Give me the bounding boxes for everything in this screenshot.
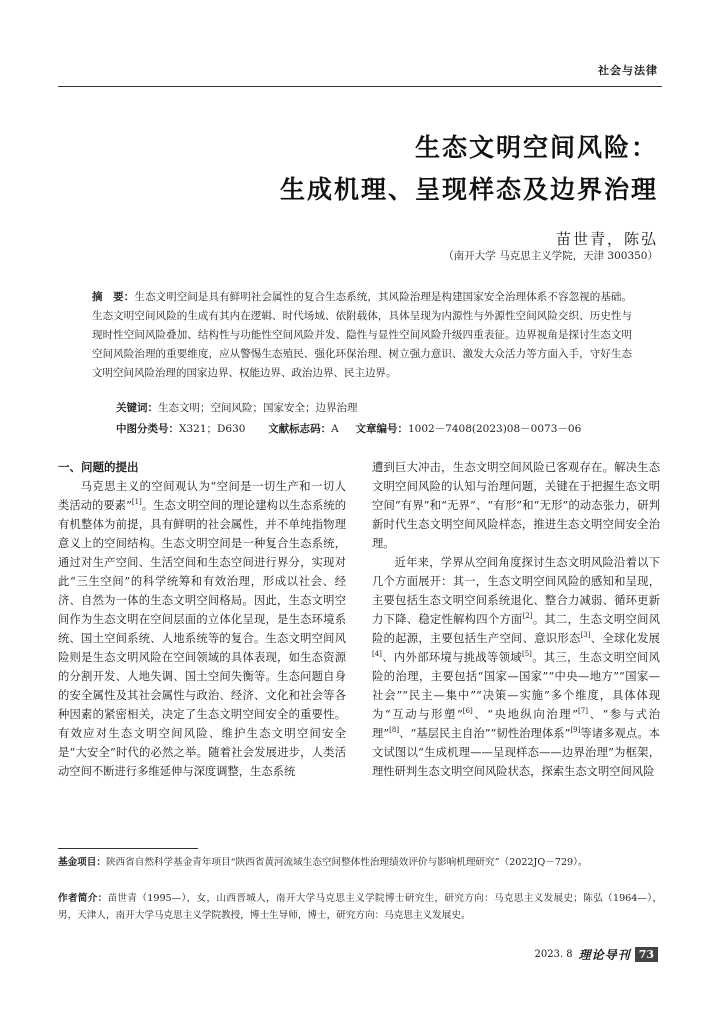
citation: [4] [372,650,382,659]
title-line-2: 生成机理、呈现样态及边界治理 [279,175,658,204]
abstract-label: 摘 要： [92,291,135,303]
journal-name: 理论导刊 [578,947,631,962]
header-rule [58,86,662,87]
funding-note [58,854,662,871]
citation: [8] [389,726,400,735]
citation: [1] [131,498,142,507]
title-line-1: 生态文明空间风险： [414,133,658,162]
keywords-text: 生态文明；空间风险；国家安全；边界治理 [158,402,358,414]
doc-code-value: A [331,423,339,435]
citation: [7] [578,707,588,716]
body-column-right [372,458,660,781]
article-no-label: 文章编号： [355,423,408,435]
citation: [2] [522,612,533,621]
paragraph: 马克思主义的空间观认为“空间是一切生产和一切人类活动的要素”[1]。生态文明空间的理论建构以生态系统的有机整体为前提，具有鲜明的社会属性，并不单纯指物理意义上的空间结构。生态文明空间是一种复合生态系统，通过对生产空间、生活空间和生态空间进行界分，实现对此“三生空间”的科学统筹和有效治理，形成以社会、经济、自然为一体的生态文明空间格局。因此，生态文明空间作为生态文明在空间层面的立体化呈现，是生态环境系统、国土空间系统、人地系统等的复合。生态文明空间风险则是生态文明风险在空间领域的具体表现，如生态资源的分割开发、人地失调、国土空间失衡等。生态问题自身的安全属性及其社会属性与政治、经济、文化和社会等各种因素的紧密相关，决定了生态文明空间安全的重要性。有效应对生态文明空间风险、维护生态文明空间安全是“大安全”时代的必然之举。随着社会发展进步，人类活动空间不断进行多维延伸与深度调整，生态系统 [58,480,346,778]
citation: [6] [462,707,473,716]
clc-value: X321；D630 [179,423,246,435]
section-heading: 一、问题的提出 [58,460,139,474]
citation: [3] [580,631,591,640]
classification-line [116,421,581,436]
article-no-value: 1002－7408(2023)08－0073－06 [407,423,582,435]
page-number: 73 [635,947,658,962]
funding-label: 基金项目： [58,857,106,868]
bio-label: 作者简介： [58,893,108,904]
abstract [92,288,632,383]
abstract-text: 生态文明空间是具有鲜明社会属性的复合生态系统，其风险治理是构建国家安全治理体系不容忽视的基础。生态文明空间风险的生成有其内在逻辑、时代场域、依附载体，具体呈现为内源性与外源性空间风险交织、历史性与现时性空间风险叠加、结构性与功能性空间风险并发、隐性与显性空间风险升级四重表征。边界视角是探讨生态文明空间风险治理的重要维度，应从警惕生态殖民、强化环保治理、树立强力意识、激发大众活力等方面入手，守好生态文明空间风险治理的国家边界、权能边界、政治边界、民主边界。 [92,291,633,379]
paragraph: 遭到巨大冲击，生态文明空间风险已客观存在。解决生态文明空间风险的认知与治理问题，关键在于把握生态文明空间“有界”和“无界”、“有形”和“无形”的动态张力，研判新时代生态文明空间风险样态，推进生态文明空间安全治理。 [372,461,660,550]
body-column-left [58,458,346,781]
bio-text: 苗世青（1995—），女，山西晋城人，南开大学马克思主义学院博士研究生，研究方向：马克思主义发展史；陈弘（1964—），男，天津人，南开大学马克思主义学院教授，博士生导师，博士，研究方向：马克思主义发展史。 [58,893,663,921]
affiliation: （南开大学 马克思主义学院，天津 300350） [443,250,658,262]
section-tag: 社会与法律 [598,64,658,77]
page-footer [535,946,659,962]
authors: 苗世青，陈弘 [555,230,658,248]
author-bio-note [58,890,662,924]
citation: [9] [570,726,581,735]
doc-code-label: 文献标志码： [268,423,332,435]
keywords [116,400,358,415]
footnote-rule [58,848,198,849]
keywords-label: 关键词： [116,402,158,414]
clc-label: 中图分类号： [116,423,179,435]
citation: [5] [521,650,532,659]
funding-text: 陕西省自然科学基金青年项目“陕西省黄河流域生态空间整体性治理绩效评价与影响机理研究”（2022JQ－729）。 [105,857,588,868]
issue-number: 2023. 8 [534,948,573,960]
paragraph: 近年来，学界从空间角度探讨生态文明风险沿着以下几个方面展开：其一，生态文明空间风险的感知和呈现，主要包括生态文明空间系统退化、整合力减弱、循环更新力下降、稳定性解构四个方面[2]。其二，生态文明空间风险的起源，主要包括生产空间、意识形态[3]、全球化发展[4]、内外部环境与挑战等领域[5]。其三，生态文明空间风险的治理，主要包括“国家—国家”“中央—地方”“国家—社会”“民主—集中”“决策—实施”多个维度，具体体现为“互动与形塑”[6]、“央地纵向治理”[7]、“参与式治理”[8]、“基层民主自治”“韧性治理体系”[9]等诸多观点。本文试图以“生成机理——呈现样态——边界治理”为框架，理性研判生态文明空间风险状态，探索生态文明空间风险 [372,556,660,778]
